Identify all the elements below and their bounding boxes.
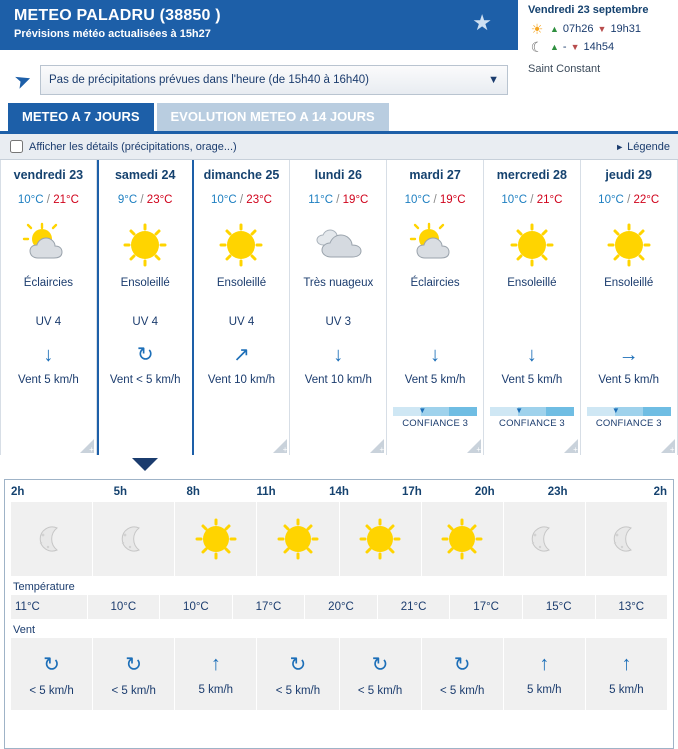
- day-column[interactable]: [484, 160, 581, 455]
- arrow-up-icon: ↑: [621, 652, 632, 675]
- temp-max: 21°C: [53, 194, 79, 206]
- confidence-value: 3: [656, 418, 662, 429]
- show-details-label: Afficher les détails (précipitations, orage...): [29, 140, 237, 153]
- cloudy-icon: [290, 216, 386, 274]
- temp-max: 23°C: [146, 194, 173, 206]
- precipitation-dropdown[interactable]: [40, 65, 508, 95]
- hourly-wind-cell: [175, 638, 257, 710]
- hourly-temp: 11°C: [11, 595, 88, 619]
- hourly-forecast-panel: [4, 479, 674, 749]
- arrow-down-icon: ↓: [430, 344, 441, 366]
- confidence-bar: [393, 407, 477, 416]
- wind-section-label: Vent: [13, 624, 36, 636]
- hourly-wind-speed: < 5 km/h: [357, 684, 403, 697]
- expand-plus-icon: +: [669, 445, 675, 454]
- wind-speed: Vent 5 km/h: [598, 374, 660, 386]
- wind-variable-icon: ↻: [371, 653, 389, 676]
- wind-speed: Vent < 5 km/h: [109, 374, 181, 386]
- hourly-wind-row: [11, 638, 667, 710]
- hourly-wind-cell: [586, 638, 667, 710]
- wind-variable-icon: ↻: [289, 653, 307, 676]
- confidence-marker-icon: ▼: [418, 406, 427, 415]
- day-condition: Éclaircies: [410, 277, 460, 289]
- expand-plus-icon: +: [379, 445, 385, 454]
- seven-day-forecast: [0, 160, 678, 455]
- hourly-condition-row: [11, 502, 667, 576]
- hourly-temp: 15°C: [523, 595, 596, 619]
- precipitation-text: Pas de précipitations prévues dans l'heure (de 15h40 à 16h40): [49, 74, 369, 86]
- day-condition: Très nuageux: [303, 277, 374, 289]
- temp-separator: /: [530, 194, 534, 206]
- temp-separator: /: [239, 194, 244, 206]
- hourly-temperature-row: [11, 595, 667, 619]
- hour-label: 2h: [653, 486, 668, 498]
- confidence-label: CONFIANCE: [499, 418, 557, 429]
- wind-speed: Vent 5 km/h: [501, 374, 563, 386]
- arrow-up-right-icon: ↗: [233, 344, 250, 366]
- day-temperatures: [581, 194, 677, 206]
- expand-plus-icon: +: [476, 445, 481, 454]
- selected-day-caret-icon: [132, 458, 158, 471]
- confidence-marker-icon: ▼: [611, 406, 620, 415]
- wind-variable-icon: ↻: [453, 653, 471, 676]
- arrow-right-icon: →: [618, 344, 639, 366]
- hour-label: 23h: [547, 486, 568, 498]
- sun-icon: [257, 502, 339, 576]
- rain-radar-icon: ➤: [11, 67, 35, 94]
- location-header: [0, 0, 518, 50]
- sunset-arrow-icon: ▼: [597, 24, 607, 34]
- day-condition: Éclaircies: [23, 277, 73, 289]
- sun-moon-panel: [518, 0, 678, 75]
- day-label: jeudi 29: [605, 168, 652, 182]
- day-column[interactable]: [194, 160, 291, 455]
- sunrise-time: 07h26: [562, 23, 594, 35]
- details-toggle-row: [0, 134, 678, 160]
- hourly-temp: 10°C: [88, 595, 161, 619]
- temp-min: 10°C: [598, 194, 624, 206]
- confidence-marker-icon: ▼: [515, 406, 524, 415]
- uv-index: [484, 316, 580, 330]
- sun-times-row: [528, 20, 672, 38]
- uv-index: [581, 316, 677, 330]
- temp-separator: /: [433, 194, 437, 206]
- hourly-wind-cell: [257, 638, 339, 710]
- sun-icon: [99, 216, 192, 274]
- expand-plus-icon: +: [89, 445, 94, 454]
- temp-separator: /: [46, 194, 50, 206]
- wind-speed: Vent 10 km/h: [304, 374, 372, 386]
- chevron-down-icon: ▼: [488, 74, 499, 86]
- temp-min: 11°C: [308, 194, 334, 206]
- day-temperatures: [484, 194, 580, 206]
- hourly-wind-speed: 5 km/h: [527, 683, 562, 696]
- temp-separator: /: [140, 194, 144, 206]
- hour-label: 2h: [11, 486, 25, 498]
- confidence-label: CONFIANCE: [595, 418, 654, 429]
- forecast-tabs: [0, 102, 678, 134]
- sun-icon: ☀: [530, 20, 544, 37]
- sun-behind-cloud-icon: [1, 216, 96, 274]
- hour-label: 14h: [329, 486, 349, 498]
- moonrise-arrow-icon: ▲: [550, 42, 559, 52]
- day-label: lundi 26: [314, 168, 362, 182]
- confidence-value: 3: [559, 418, 565, 429]
- temp-max: 23°C: [246, 194, 272, 206]
- day-temperatures: [99, 194, 192, 206]
- hourly-wind-speed: < 5 km/h: [439, 684, 485, 697]
- temp-max: 22°C: [633, 194, 660, 206]
- hourly-wind-cell: [340, 638, 422, 710]
- moon-icon: [11, 502, 93, 576]
- hourly-temp: 17°C: [450, 595, 523, 619]
- sun-icon: [194, 216, 290, 274]
- tab-14-days[interactable]: EVOLUTION METEO A 14 JOURS: [157, 103, 389, 131]
- update-time: Prévisions météo actualisées à 15h27: [14, 28, 211, 40]
- legend-label: Légende: [627, 140, 670, 153]
- day-condition: Ensoleillé: [507, 277, 557, 289]
- hourly-wind-speed: < 5 km/h: [275, 684, 321, 697]
- uv-index: UV 4: [132, 316, 158, 328]
- sun-icon: [340, 502, 422, 576]
- uv-index: UV 4: [228, 316, 255, 328]
- wind-variable-icon: ↻: [136, 344, 154, 366]
- sun-icon: [422, 502, 504, 576]
- temp-separator: /: [336, 194, 340, 206]
- moonrise-time: -: [562, 41, 567, 53]
- sun-icon: [581, 216, 677, 274]
- hourly-temp: 13°C: [596, 595, 668, 619]
- sun-icon: [484, 216, 580, 274]
- sun-icon: [175, 502, 257, 576]
- hourly-temp: 17°C: [233, 595, 306, 619]
- day-label: mercredi 28: [496, 168, 567, 182]
- hourly-temp: 10°C: [160, 595, 233, 619]
- wind-speed: Vent 10 km/h: [207, 374, 276, 386]
- temp-min: 10°C: [17, 194, 44, 206]
- moon-times-row: [528, 38, 672, 56]
- hourly-wind-speed: < 5 km/h: [29, 684, 74, 697]
- day-column[interactable]: [387, 160, 484, 455]
- hourly-wind-cell: [422, 638, 504, 710]
- temp-min: 10°C: [404, 194, 431, 206]
- day-temperatures: [290, 194, 386, 206]
- day-condition: Ensoleillé: [604, 277, 654, 289]
- wind-speed: Vent 5 km/h: [404, 374, 466, 386]
- day-temperatures: [387, 194, 483, 206]
- temp-separator: /: [627, 194, 631, 206]
- current-date: Vendredi 23 septembre: [528, 4, 649, 16]
- temp-min: 9°C: [117, 194, 138, 206]
- moonset-time: 14h54: [583, 41, 615, 53]
- confidence-indicator: [490, 407, 574, 429]
- confidence-label: CONFIANCE: [402, 418, 460, 429]
- uv-index: UV 4: [35, 316, 62, 328]
- confidence-indicator: [587, 407, 671, 429]
- show-details-checkbox[interactable]: [10, 140, 23, 153]
- legend-arrow-icon: ►: [615, 141, 625, 152]
- hour-label: 20h: [474, 486, 495, 498]
- sun-behind-cloud-icon: [387, 216, 483, 274]
- page-title: METEO PALADRU (38850 ): [14, 7, 221, 24]
- confidence-bar: [587, 407, 671, 416]
- moon-icon: ☾: [530, 38, 544, 55]
- hour-label: 8h: [186, 486, 200, 498]
- arrow-up-icon: ↑: [210, 652, 221, 675]
- confidence-value: 3: [462, 418, 468, 429]
- wind-variable-icon: ↻: [125, 653, 143, 676]
- day-condition: Ensoleillé: [216, 277, 267, 289]
- day-label: dimanche 25: [203, 168, 280, 182]
- hourly-temp: 21°C: [378, 595, 451, 619]
- hour-axis: [5, 480, 673, 500]
- arrow-up-icon: ↑: [539, 652, 550, 675]
- hourly-wind-cell: [11, 638, 93, 710]
- nearby-city: Saint Constant: [528, 63, 601, 75]
- hour-label: 5h: [113, 486, 128, 498]
- sunset-time: 19h31: [610, 23, 642, 35]
- day-column[interactable]: [290, 160, 387, 455]
- hour-label: 11h: [256, 486, 276, 498]
- hourly-wind-speed: 5 km/h: [609, 683, 644, 696]
- day-column[interactable]: [581, 160, 678, 455]
- temp-max: 21°C: [536, 194, 563, 206]
- hourly-wind-cell: [504, 638, 586, 710]
- arrow-down-icon: ↓: [333, 344, 344, 366]
- hourly-wind-speed: < 5 km/h: [111, 684, 156, 697]
- wind-variable-icon: ↻: [43, 653, 60, 676]
- day-temperatures: [1, 194, 96, 206]
- uv-index: UV 3: [325, 316, 352, 328]
- wind-speed: Vent 5 km/h: [18, 374, 79, 386]
- star-icon[interactable]: ★: [472, 10, 492, 35]
- day-column[interactable]: [97, 160, 194, 455]
- moon-icon: [586, 502, 667, 576]
- hourly-temp: 20°C: [305, 595, 378, 619]
- day-column[interactable]: [0, 160, 97, 455]
- day-label: vendredi 23: [13, 168, 84, 182]
- arrow-down-icon: ↓: [43, 344, 54, 366]
- temp-max: 19°C: [439, 194, 466, 206]
- confidence-bar: [490, 407, 574, 416]
- moon-icon: [504, 502, 586, 576]
- moon-icon: [93, 502, 175, 576]
- uv-index: [387, 316, 483, 330]
- sunrise-arrow-icon: ▲: [550, 24, 559, 34]
- temp-min: 10°C: [210, 194, 237, 206]
- confidence-indicator: [393, 407, 477, 429]
- tab-7-days[interactable]: METEO A 7 JOURS: [8, 103, 154, 131]
- moonset-arrow-icon: ▼: [570, 42, 580, 52]
- hourly-wind-speed: 5 km/h: [198, 683, 234, 696]
- expand-plus-icon: +: [282, 445, 288, 454]
- hour-label: 17h: [401, 486, 422, 498]
- precipitation-bar: [0, 58, 518, 102]
- legend-link[interactable]: [615, 141, 670, 153]
- temp-min: 10°C: [501, 194, 528, 206]
- day-label: mardi 27: [409, 168, 461, 182]
- temperature-section-label: Température: [13, 581, 75, 593]
- day-condition: Ensoleillé: [120, 277, 170, 289]
- page-header: [0, 0, 678, 75]
- day-label: samedi 24: [114, 168, 176, 182]
- temp-max: 19°C: [342, 194, 369, 206]
- day-temperatures: [194, 194, 290, 206]
- hourly-wind-cell: [93, 638, 175, 710]
- arrow-down-icon: ↓: [526, 344, 537, 366]
- expand-plus-icon: +: [573, 445, 578, 454]
